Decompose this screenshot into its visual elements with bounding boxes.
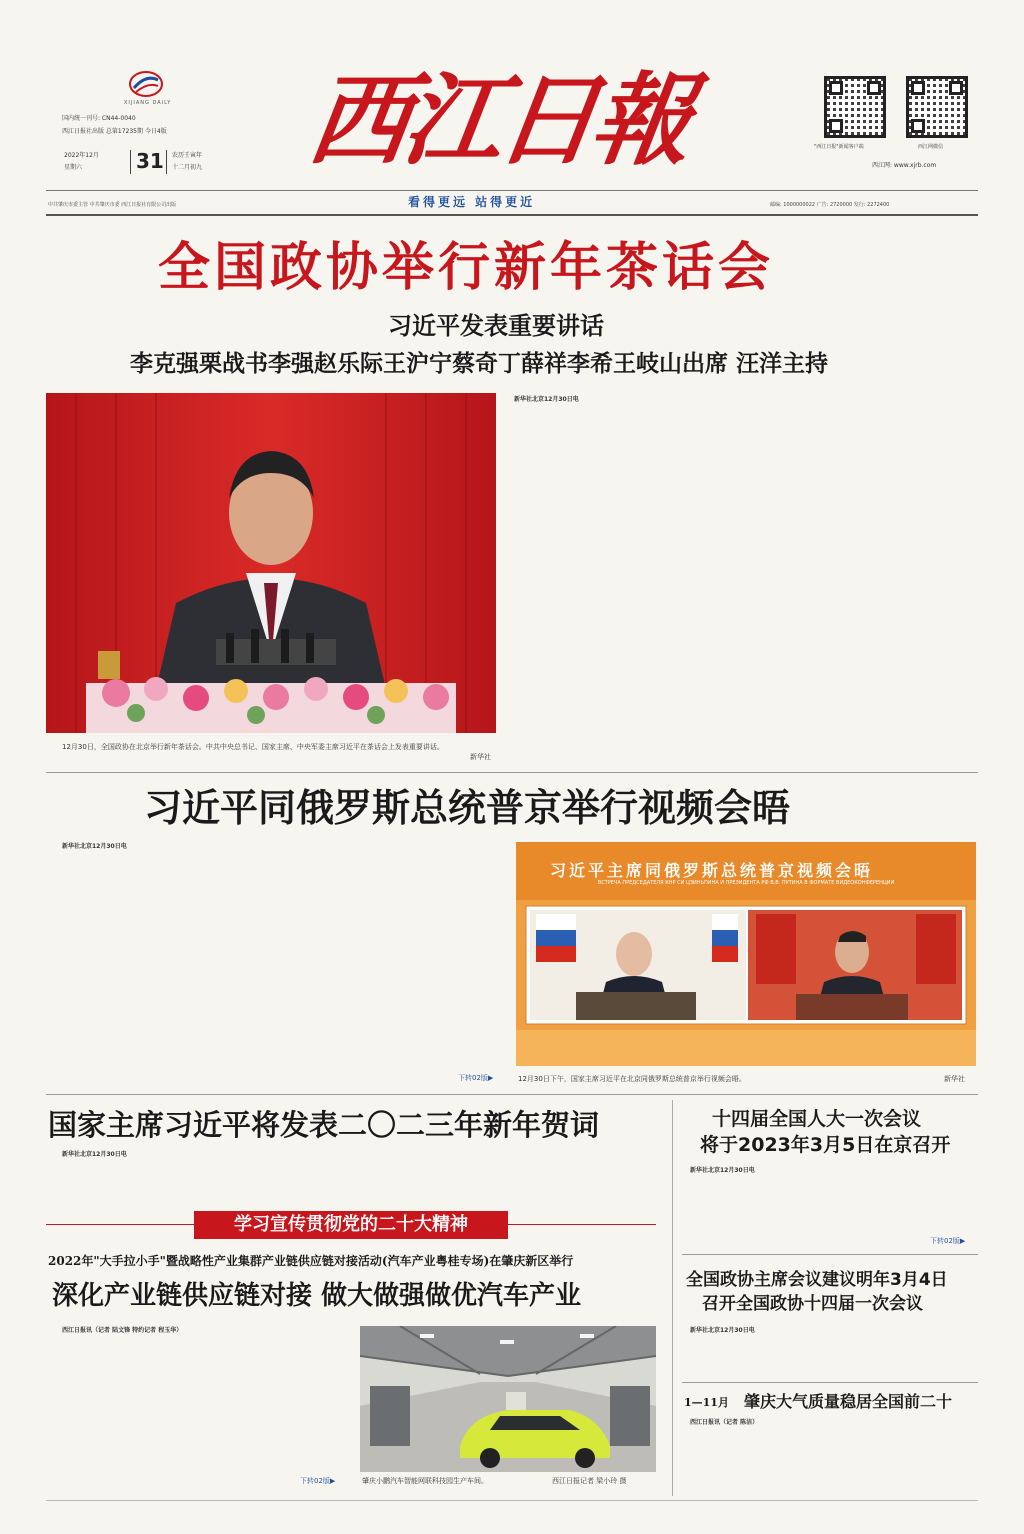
right-story2-head-1: 全国政协主席会议建议明年3月4日 bbox=[686, 1270, 948, 1290]
date-month: 2022年12月 bbox=[64, 152, 99, 159]
masthead-title: 西江日報 bbox=[301, 61, 695, 179]
rule-after-lead bbox=[46, 772, 978, 773]
date-divider-2 bbox=[166, 150, 167, 174]
section-continue: 下转02版▶ bbox=[300, 1477, 336, 1485]
right-story3-dateline: 西江日报讯（记者 陈洁） bbox=[690, 1419, 759, 1426]
right-column-rule bbox=[672, 1100, 673, 1496]
right-story2-body bbox=[690, 1326, 976, 1372]
lead-photo-illustration bbox=[46, 393, 496, 733]
website: 西江网: www.xjrb.com bbox=[872, 162, 937, 169]
second-photo bbox=[516, 842, 976, 1066]
section-banner-line-left bbox=[46, 1224, 196, 1225]
right-story2-head-2: 召开全国政协十四届一次会议 bbox=[702, 1294, 923, 1314]
lunar-line-1: 农历壬寅年 bbox=[172, 152, 203, 159]
second-headline: 习近平同俄罗斯总统普京举行视频会晤 bbox=[144, 786, 791, 830]
right-story3-body bbox=[690, 1418, 976, 1484]
right-story1-body bbox=[690, 1166, 976, 1238]
section-headline: 深化产业链供应链对接 做大做强做优汽车产业 bbox=[52, 1281, 582, 1311]
lead-dateline: 新华社北京12月30日电 bbox=[514, 396, 579, 403]
second-banner-ru: ВСТРЕЧА ПРЕДСЕДАТЕЛЯ КНР СИ ЦЗИНЬПИНА И ПРЕЗИДЕНТА РФ В.В. ПУТИНА В ФОРМАТЕ ВИДЕОКОНФЕРЕНЦИИ bbox=[597, 880, 895, 886]
date-divider bbox=[130, 150, 131, 174]
section-body bbox=[62, 1326, 352, 1486]
masthead-strip-left: 中共肇庆市委主管 中共肇庆市委 西江日报社有限公司出版 bbox=[48, 202, 177, 208]
masthead-rule-top bbox=[46, 190, 978, 191]
lead-photo-caption: 12月30日，全国政协在北京举行新年茶话会。中共中央总书记、国家主席、中央军委主席习近平在茶话会上发表重要讲话。 bbox=[62, 743, 444, 751]
right-story1-continue: 下转02版▶ bbox=[930, 1237, 966, 1245]
lead-subhead-2: 李克强栗战书李强赵乐际王沪宁蔡奇丁薛祥李希王岐山出席 汪洋主持 bbox=[130, 350, 829, 377]
lead-body-col-1 bbox=[514, 395, 658, 760]
right-story1-head-2: 将于2023年3月5日在京召开 bbox=[700, 1134, 951, 1156]
right-rule-1 bbox=[682, 1254, 978, 1255]
section-photo bbox=[360, 1326, 656, 1472]
section-banner-line-right bbox=[508, 1224, 656, 1225]
qr-code-app bbox=[824, 76, 886, 138]
second-photo-caption: 12月30日下午，国家主席习近平在北京同俄罗斯总统普京举行视频会晤。 bbox=[518, 1075, 746, 1083]
third-dateline: 新华社北京12月30日电 bbox=[62, 1151, 127, 1158]
second-photo-credit: 新华社 bbox=[944, 1075, 965, 1083]
date-block bbox=[62, 150, 232, 176]
issn-line-2: 西江日报社出版 总第17235期 今日4版 bbox=[62, 128, 167, 135]
right-rule-2 bbox=[682, 1382, 978, 1383]
qr-label-app: "西江日报"新闻客户端 bbox=[814, 144, 864, 150]
masthead-rule-bottom bbox=[46, 214, 978, 216]
section-dateline: 西江日报讯（记者 陆文锋 特约记者 程玉华） bbox=[62, 1327, 183, 1334]
second-banner-cn: 习近平主席同俄罗斯总统普京视频会晤 bbox=[550, 861, 874, 880]
qr-code-wechat bbox=[906, 76, 968, 138]
right-story2-dateline: 新华社北京12月30日电 bbox=[690, 1327, 755, 1334]
lead-photo bbox=[46, 393, 496, 733]
logo-small-text: XIJIANG DAILY bbox=[124, 100, 172, 106]
section-kicker: 2022年"大手拉小手"暨战略性产业集群产业链供应链对接活动(汽车产业粤桂专场)在肇庆新区举行 bbox=[48, 1254, 574, 1268]
right-story1-head-1: 十四届全国人大一次会议 bbox=[712, 1108, 922, 1130]
lunar-line-2: 十二月初九 bbox=[172, 164, 203, 171]
lead-photo-credit: 新华社 bbox=[470, 753, 491, 761]
masthead-strip-right: 邮编: 1000000022 广告: 2720000 发行: 2272400 bbox=[770, 202, 890, 208]
lead-body bbox=[514, 395, 978, 760]
second-body bbox=[62, 842, 502, 1082]
issn-line-1: 国内统一刊号: CN44-0040 bbox=[62, 115, 136, 122]
second-dateline: 新华社北京12月30日电 bbox=[62, 843, 127, 850]
masthead-slogan: 看得更远 站得更近 bbox=[408, 195, 536, 209]
second-continue: 下转02版▶ bbox=[458, 1074, 494, 1082]
right-story3-kicker: 1—11月 bbox=[684, 1396, 729, 1409]
third-body bbox=[62, 1150, 652, 1190]
third-headline: 国家主席习近平将发表二〇二三年新年贺词 bbox=[48, 1108, 600, 1142]
lead-subhead-1: 习近平发表重要讲话 bbox=[388, 311, 604, 340]
right-story3-head: 肇庆大气质量稳居全国前二十 bbox=[744, 1392, 953, 1411]
date-day: 31 bbox=[136, 149, 164, 173]
right-story1-dateline: 新华社北京12月30日电 bbox=[690, 1167, 755, 1174]
date-weekday: 星期六 bbox=[64, 164, 83, 171]
rule-after-second bbox=[46, 1094, 978, 1095]
lead-headline: 全国政协举行新年茶话会 bbox=[158, 238, 775, 298]
section-banner: 学习宣传贯彻党的二十大精神 bbox=[194, 1211, 508, 1239]
section-photo-caption: 肇庆小鹏汽车智能网联科技园生产车间。 bbox=[362, 1477, 488, 1485]
section-photo-credit: 西江日报记者 梁小玲 摄 bbox=[552, 1477, 627, 1485]
logo-emblem bbox=[128, 70, 164, 98]
qr-label-wechat: 西江网微信 bbox=[918, 144, 944, 150]
page-bottom-rule bbox=[46, 1500, 978, 1501]
car-factory-illustration bbox=[360, 1326, 656, 1472]
